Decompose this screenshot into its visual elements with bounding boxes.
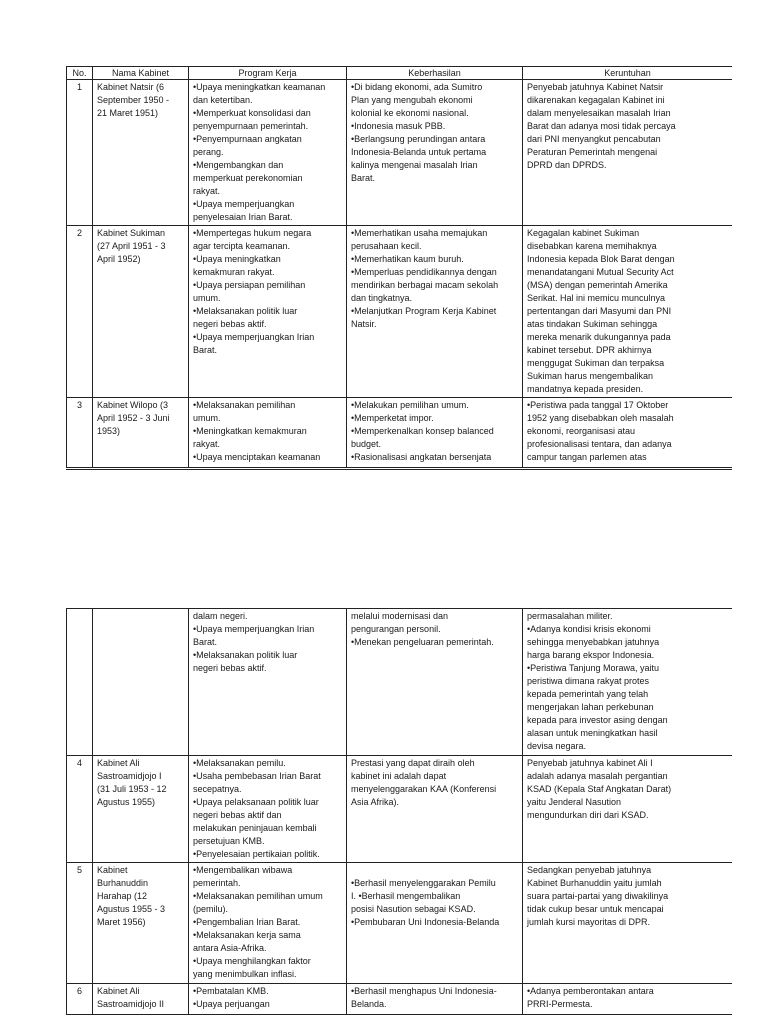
cell-line: kabinet ini adalah dapat — [351, 771, 447, 781]
cell-line: 1952 yang disebabkan oleh masalah — [527, 413, 674, 423]
cell-line: •Upaya memperjuangkan Irian — [193, 624, 315, 634]
cell-line: kepada pemerintah yang telah — [527, 689, 649, 699]
cell-line: perusahaan kecil. — [351, 241, 422, 251]
cell-line: •Berhasil menyelenggarakan Pemilu — [351, 878, 496, 888]
cell-line: Belanda. — [351, 999, 387, 1009]
cell-name — [93, 398, 189, 468]
cell-line: •Berhasil menghapus Uni Indonesia- — [351, 986, 497, 996]
cell-line: agar tercipta keamanan. — [193, 241, 291, 251]
cell-name — [93, 984, 189, 1016]
cell-line: •Upaya menghilangkan faktor — [193, 956, 311, 966]
table-row — [67, 756, 733, 863]
cell-name — [93, 226, 189, 398]
cell-line: negeri bebas aktif dan — [193, 810, 282, 820]
cell-line: Indonesia-Belanda untuk pertama — [351, 147, 487, 157]
cell-line: antara Asia-Afrika. — [193, 943, 267, 953]
cell-line: •Memerhatikan kaum buruh. — [351, 254, 464, 264]
cell-line: •Mempertegas hukum negara — [193, 228, 312, 238]
cell-line: mereka menarik dukungannya pada — [527, 332, 671, 342]
cell-line: •Upaya persiapan pemilihan — [193, 280, 306, 290]
header-program-kerja: Program Kerja — [189, 67, 347, 80]
cell-line: •Usaha pembebasan Irian Barat — [193, 771, 321, 781]
cell-line: Barat dan adanya mosi tidak percaya — [527, 121, 676, 131]
cell-line: Kabinet Burhanuddin yaitu jumlah — [527, 878, 662, 888]
cell-line: •Penyelesaian pertikaian politik. — [193, 849, 320, 859]
cell-line: •Melanjutkan Program Kerja Kabinet — [351, 306, 497, 316]
cell-line: Indonesia kepada Blok Barat dengan — [527, 254, 675, 264]
cell-line: •Pembatalan KMB. — [193, 986, 269, 996]
cell-line: April 1952) — [97, 254, 141, 264]
cell-line: kepada para investor asing dengan — [527, 715, 668, 725]
cell-line: mandatnya kepada presiden. — [527, 384, 644, 394]
cell-line: memperkuat perekonomian — [193, 173, 303, 183]
cell-program — [189, 863, 347, 984]
table-row — [67, 398, 733, 468]
cell-line: dikarenakan kegagalan Kabinet ini — [527, 95, 665, 105]
cell-line: •Di bidang ekonomi, ada Sumitro — [351, 82, 483, 92]
cell-collapse — [523, 80, 733, 226]
cell-line: •Memperketat impor. — [351, 413, 434, 423]
table-header-row — [67, 67, 733, 80]
cell-program — [189, 609, 347, 756]
cell-line: melalui modernisasi dan — [351, 611, 449, 621]
cell-line: 21 Maret 1951) — [97, 108, 159, 118]
cell-line: Maret 1956) — [97, 917, 146, 927]
cell-success — [347, 226, 523, 398]
cell-collapse — [523, 984, 733, 1016]
table-row — [67, 80, 733, 226]
cell-collapse — [523, 756, 733, 863]
cell-line: budget. — [351, 439, 382, 449]
cell-line: I. •Berhasil mengembalikan — [351, 891, 461, 901]
cell-line: rakyat. — [193, 186, 221, 196]
cell-line: negeri bebas aktif. — [193, 663, 267, 673]
cell-collapse — [523, 226, 733, 398]
cell-line: Sastroamidjojo I — [97, 771, 162, 781]
table-page-2 — [66, 608, 732, 1014]
cell-line: •Upaya meningkatkan — [193, 254, 281, 264]
cell-program — [189, 80, 347, 226]
cell-line: •Upaya menciptakan keamanan — [193, 452, 321, 462]
cell-line: melakukan peninjauan kembali — [193, 823, 317, 833]
cell-line: campur tangan parlemen atas — [527, 452, 647, 462]
cell-line: disebabkan karena memihaknya — [527, 241, 657, 251]
cell-line: Agustus 1955 - 3 — [97, 904, 166, 914]
table-row — [67, 984, 733, 1016]
cell-program — [189, 398, 347, 468]
cell-line: •Memperkuat konsolidasi dan — [193, 108, 311, 118]
cell-no: 4 — [67, 756, 93, 863]
cell-line: yang menimbulkan inflasi. — [193, 969, 297, 979]
cell-line: menandatangani Mutual Security Act — [527, 267, 674, 277]
cell-line: ekonomi, reorganisasi atau — [527, 426, 636, 436]
cell-line: dan ketertiban. — [193, 95, 253, 105]
cell-name — [93, 756, 189, 863]
cell-program — [189, 756, 347, 863]
cell-line: sehingga menyebabkan jatuhnya — [527, 637, 660, 647]
cell-line: Natsir. — [351, 319, 377, 329]
cell-name — [93, 863, 189, 984]
cell-line: •Adanya kondisi krisis ekonomi — [527, 624, 651, 634]
cell-line: Sukiman harus mengembalikan — [527, 371, 654, 381]
cell-line: dalam negeri. — [193, 611, 248, 621]
cell-line: •Berlangsung perundingan antara — [351, 134, 486, 144]
cell-line: KSAD (Kepala Staf Angkatan Darat) — [527, 784, 672, 794]
cell-line: Harahap (12 — [97, 891, 148, 901]
cell-line: •Melaksanakan pemilihan — [193, 400, 296, 410]
cell-line: umum. — [193, 413, 221, 423]
cell-name — [93, 609, 189, 756]
cell-line: profesionalisasi tentara, dan adanya — [527, 439, 672, 449]
cell-line: •Penyempurnaan angkatan — [193, 134, 302, 144]
cell-line: pertentangan dari Masyumi dan PNI — [527, 306, 672, 316]
cell-no: 6 — [67, 984, 93, 1016]
cell-line: DPRD dan DPRDS. — [527, 160, 607, 170]
cell-name — [93, 80, 189, 226]
header-nama-kabinet: Nama Kabinet — [93, 67, 189, 80]
cell-line: posisi Nasution sebagai KSAD. — [351, 904, 476, 914]
cell-line: •Upaya memperjuangkan Irian — [193, 332, 315, 342]
cell-line: •Melaksanakan politik luar — [193, 306, 298, 316]
cell-line: negeri bebas aktif. — [193, 319, 267, 329]
cell-line: •Upaya pelaksanaan politik luar — [193, 797, 319, 807]
cell-line: •Pembubaran Uni Indonesia-Belanda — [351, 917, 500, 927]
cell-line: mengerjakan lahan perkebunan — [527, 702, 654, 712]
cell-line: kemakmuran rakyat. — [193, 267, 275, 277]
cell-line: Peraturan Pemerintah mengenai — [527, 147, 658, 157]
cell-line: •Melaksanakan pemilihan umum — [193, 891, 323, 901]
cell-line: Barat. — [193, 345, 218, 355]
cell-line: devisa negara. — [527, 741, 587, 751]
cell-line: •Melakukan pemilihan umum. — [351, 400, 469, 410]
cell-line: (MSA) dengan pemerintah Amerika — [527, 280, 668, 290]
cell-line: September 1950 - — [97, 95, 170, 105]
cell-line: persetujuan KMB. — [193, 836, 265, 846]
cell-line: jumlah kursi mayoritas di DPR. — [527, 917, 651, 927]
table-row — [67, 863, 733, 984]
cell-line: perang. — [193, 147, 224, 157]
cell-no: 2 — [67, 226, 93, 398]
cell-line: PRRI-Permesta. — [527, 999, 593, 1009]
cell-line: atas tindakan Sukiman sehingga — [527, 319, 658, 329]
cell-line: Penyebab jatuhnya kabinet Ali I — [527, 758, 653, 768]
cell-line: Kabinet — [97, 865, 128, 875]
cell-line: •Rasionalisasi angkatan bersenjata — [351, 452, 492, 462]
cell-line: Asia Afrika). — [351, 797, 400, 807]
cell-line: (27 April 1951 - 3 — [97, 241, 166, 251]
cell-line: menyelenggarakan KAA (Konferensi — [351, 784, 497, 794]
cell-success — [347, 984, 523, 1016]
cell-line: •Menekan pengeluaran pemerintah. — [351, 637, 494, 647]
cell-line: •Adanya pemberontakan antara — [527, 986, 654, 996]
cell-success — [347, 398, 523, 468]
cell-line: •Peristiwa pada tanggal 17 Oktober — [527, 400, 669, 410]
cell-line: •Upaya memperjuangkan — [193, 199, 295, 209]
cell-line: peristiwa dimana rakyat protes — [527, 676, 650, 686]
cell-line — [351, 864, 518, 877]
cabinet-table-1 — [66, 66, 732, 468]
cell-line: menggugat Sukiman dan terpaksa — [527, 358, 665, 368]
header-keruntuhan: Keruntuhan — [523, 67, 733, 80]
cell-program — [189, 226, 347, 398]
cabinet-table-2 — [66, 608, 732, 1015]
cell-line: Sastroamidjojo II — [97, 999, 165, 1009]
cell-line: mendirikan berbagai macam sekolah — [351, 280, 499, 290]
cell-line: yaitu Jenderal Nasution — [527, 797, 622, 807]
cell-line: Kabinet Ali — [97, 986, 140, 996]
cell-line: tidak cukup besar untuk mencapai — [527, 904, 664, 914]
cell-success — [347, 80, 523, 226]
cell-line: Penyebab jatuhnya Kabinet Natsir — [527, 82, 664, 92]
cell-line: •Pengembalian Irian Barat. — [193, 917, 301, 927]
cell-program — [189, 984, 347, 1016]
header-keberhasilan: Keberhasilan — [347, 67, 523, 80]
cell-line: pemerintah. — [193, 878, 241, 888]
cell-line: •Upaya meningkatkan keamanan — [193, 82, 326, 92]
cell-line: Kabinet Sukiman — [97, 228, 166, 238]
cell-no: 3 — [67, 398, 93, 468]
table-page-1 — [66, 66, 732, 469]
cell-line: dan tingkatnya. — [351, 293, 413, 303]
cell-line: April 1952 - 3 Juni — [97, 413, 170, 423]
cell-line: •Mengembangkan dan — [193, 160, 284, 170]
cell-line: •Upaya perjuangan — [193, 999, 270, 1009]
table-row — [67, 609, 733, 756]
cell-line: alasan untuk meningkatkan hasil — [527, 728, 658, 738]
cell-line: permasalahan militer. — [527, 611, 613, 621]
cell-line: •Mengembalikan wibawa — [193, 865, 293, 875]
cell-line: (31 Juli 1953 - 12 — [97, 784, 167, 794]
cell-line: umum. — [193, 293, 221, 303]
table-row — [67, 226, 733, 398]
cell-line: suara partai-partai yang diwakilinya — [527, 891, 669, 901]
cell-line: mengundurkan diri dari KSAD. — [527, 810, 649, 820]
cell-line: (pemilu). — [193, 904, 229, 914]
cell-line: dari PNI menyangkut pencabutan — [527, 134, 661, 144]
cell-line: kabinet tersebut. DPR akhirnya — [527, 345, 652, 355]
cell-line: Agustus 1955) — [97, 797, 156, 807]
cell-line: Prestasi yang dapat diraih oleh — [351, 758, 475, 768]
cell-line: Kabinet Ali — [97, 758, 140, 768]
cell-line: penyelesaian Irian Barat. — [193, 212, 293, 222]
cell-line: Kegagalan kabinet Sukiman — [527, 228, 640, 238]
cell-line: pengurangan personil. — [351, 624, 441, 634]
cell-line: 1953) — [97, 426, 121, 436]
cell-line: Burhanuddin — [97, 878, 149, 888]
cell-line: •Memperkenalkan konsep balanced — [351, 426, 494, 436]
cell-line: •Indonesia masuk PBB. — [351, 121, 446, 131]
cell-line: Plan yang mengubah ekonomi — [351, 95, 473, 105]
cell-line: •Peristiwa Tanjung Morawa, yaitu — [527, 663, 660, 673]
cell-line: penyempurnaan pemerintah. — [193, 121, 309, 131]
cell-line: •Memperluas pendidikannya dengan — [351, 267, 497, 277]
cell-line: •Meningkatkan kemakmuran — [193, 426, 307, 436]
cell-no: 5 — [67, 863, 93, 984]
cell-line: secepatnya. — [193, 784, 242, 794]
cell-line: Sedangkan penyebab jatuhnya — [527, 865, 652, 875]
cell-no — [67, 609, 93, 756]
cell-collapse — [523, 863, 733, 984]
cell-line: Kabinet Wilopo (3 — [97, 400, 169, 410]
cell-line: rakyat. — [193, 439, 221, 449]
cell-line: kalinya mengenai masalah Irian — [351, 160, 478, 170]
cell-line: Barat. — [351, 173, 376, 183]
cell-success — [347, 756, 523, 863]
cell-line: harga barang ekspor Indonesia. — [527, 650, 655, 660]
cell-line: kolonial ke ekonomi nasional. — [351, 108, 469, 118]
cell-success — [347, 863, 523, 984]
header-no: No. — [67, 67, 93, 80]
cell-line: dalam menyelesaikan masalah Irian — [527, 108, 671, 118]
cell-line: Kabinet Natsir (6 — [97, 82, 165, 92]
cell-line: Barat. — [193, 637, 218, 647]
cell-line: •Memerhatikan usaha memajukan — [351, 228, 488, 238]
cell-collapse — [523, 609, 733, 756]
cell-no: 1 — [67, 80, 93, 226]
cell-line: •Melaksanakan pemilu. — [193, 758, 286, 768]
cell-line: •Melaksanakan kerja sama — [193, 930, 301, 940]
cell-line: adalah adanya masalah pergantian — [527, 771, 668, 781]
cell-success — [347, 609, 523, 756]
cell-line: Serikat. Hal ini memicu munculnya — [527, 293, 666, 303]
cell-collapse — [523, 398, 733, 468]
cell-line: •Melaksanakan politik luar — [193, 650, 298, 660]
